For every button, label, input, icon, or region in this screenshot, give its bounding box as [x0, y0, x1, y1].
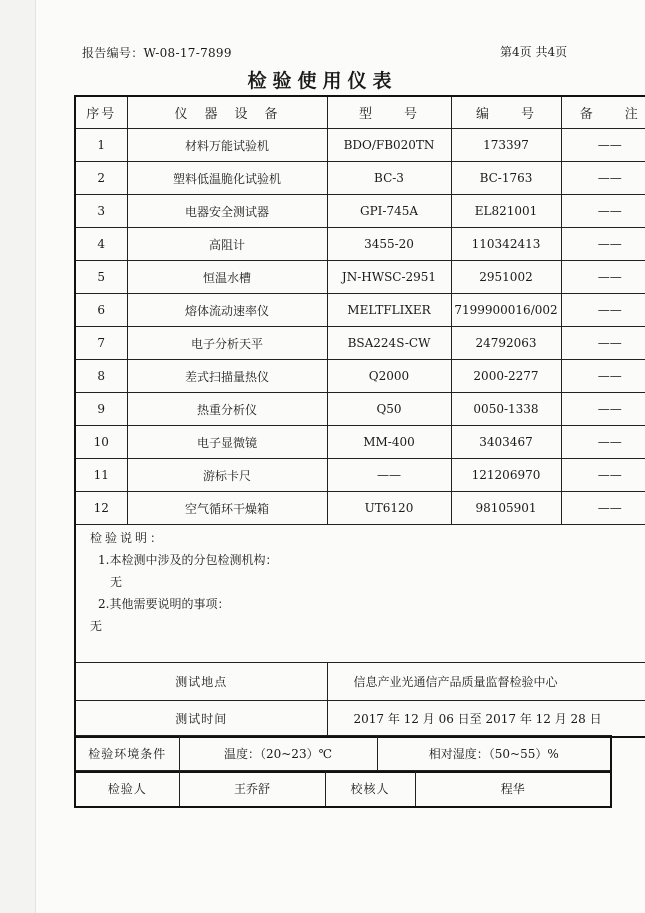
signature-table — [74, 770, 612, 808]
cell-serial: 121206970 — [451, 459, 561, 492]
cell-device: 塑料低温脆化试验机 — [127, 162, 327, 195]
notes-heading: 检验说明： — [90, 531, 166, 545]
cell-note: —— — [561, 162, 645, 195]
table-row — [75, 327, 645, 360]
page-title: 检验使用仪表 — [247, 70, 398, 92]
cell-model: 3455-20 — [327, 228, 451, 261]
cell-no: 7 — [75, 327, 127, 360]
col-header-device: 仪 器 设 备 — [127, 96, 327, 129]
inspector-name: 王乔舒 — [179, 771, 325, 808]
cell-no: 6 — [75, 294, 127, 327]
cell-model: BDO/FB020TN — [327, 129, 451, 162]
test-location-value: 信息产业光通信产品质量监督检验中心 — [327, 663, 645, 701]
table-row — [75, 360, 645, 393]
cell-no: 9 — [75, 393, 127, 426]
cell-device: 差式扫描量热仪 — [127, 360, 327, 393]
cell-serial: EL821001 — [451, 195, 561, 228]
table-row — [75, 294, 645, 327]
cell-no: 12 — [75, 492, 127, 525]
cell-device: 材料万能试验机 — [127, 129, 327, 162]
cell-note: —— — [561, 261, 645, 294]
col-header-model: 型 号 — [327, 96, 451, 129]
test-location-label: 测试地点 — [75, 663, 327, 701]
notes-item-2: 2.其他需要说明的事项： — [98, 597, 230, 611]
cell-note: —— — [561, 195, 645, 228]
table-row — [75, 228, 645, 261]
cell-device: 热重分析仪 — [127, 393, 327, 426]
cell-serial: 2000-2277 — [451, 360, 561, 393]
cell-note: —— — [561, 360, 645, 393]
cell-no: 5 — [75, 261, 127, 294]
cell-serial: 3403467 — [451, 426, 561, 459]
cell-device: 熔体流动速率仪 — [127, 294, 327, 327]
cell-serial: 2951002 — [451, 261, 561, 294]
cell-serial: 0050-1338 — [451, 393, 561, 426]
instrument-table — [74, 95, 645, 738]
table-row — [75, 459, 645, 492]
cell-model: BSA224S-CW — [327, 327, 451, 360]
cell-model: UT6120 — [327, 492, 451, 525]
cell-note: —— — [561, 228, 645, 261]
table-header-row — [75, 96, 645, 129]
cell-model: MELTFLIXER — [327, 294, 451, 327]
cell-no: 10 — [75, 426, 127, 459]
table-row — [75, 261, 645, 294]
table-row — [75, 162, 645, 195]
cell-device: 电器安全测试器 — [127, 195, 327, 228]
cell-note: —— — [561, 492, 645, 525]
cell-model: —— — [327, 459, 451, 492]
cell-model: BC-3 — [327, 162, 451, 195]
cell-serial: BC-1763 — [451, 162, 561, 195]
cell-no: 8 — [75, 360, 127, 393]
cell-device: 电子显微镜 — [127, 426, 327, 459]
cell-no: 2 — [75, 162, 127, 195]
cell-model: Q50 — [327, 393, 451, 426]
environment-label: 检验环境条件 — [75, 736, 179, 773]
cell-note: —— — [561, 129, 645, 162]
cell-device: 高阻计 — [127, 228, 327, 261]
checker-name: 程华 — [415, 771, 611, 808]
cell-note: —— — [561, 459, 645, 492]
cell-serial: 98105901 — [451, 492, 561, 525]
cell-serial: 110342413 — [451, 228, 561, 261]
temperature-value: 温度：（20~23）℃ — [179, 736, 377, 773]
cell-note: —— — [561, 426, 645, 459]
table-row — [75, 129, 645, 162]
cell-device: 游标卡尺 — [127, 459, 327, 492]
table-row — [75, 195, 645, 228]
cell-model: GPI-745A — [327, 195, 451, 228]
table-row — [75, 393, 645, 426]
cell-model: MM-400 — [327, 426, 451, 459]
inspection-notes — [75, 525, 645, 663]
cell-model: JN-HWSC-2951 — [327, 261, 451, 294]
cell-device: 恒温水槽 — [127, 261, 327, 294]
col-header-no: 序号 — [75, 96, 127, 129]
cell-no: 3 — [75, 195, 127, 228]
cell-serial: 24792063 — [451, 327, 561, 360]
col-header-note: 备 注 — [561, 96, 645, 129]
cell-no: 1 — [75, 129, 127, 162]
notes-item-2-value: 无 — [90, 619, 103, 633]
report-number: 报告编号：W-08-17-7899 — [82, 46, 232, 60]
test-time-value: 2017 年 12 月 06 日至 2017 年 12 月 28 日 — [327, 701, 645, 738]
cell-no: 11 — [75, 459, 127, 492]
table-row — [75, 492, 645, 525]
humidity-value: 相对湿度：（50~55）% — [377, 736, 611, 773]
cell-device: 空气循环干燥箱 — [127, 492, 327, 525]
notes-item-1-value: 无 — [110, 575, 123, 589]
cell-model: Q2000 — [327, 360, 451, 393]
inspector-label: 检验人 — [75, 771, 179, 808]
col-header-serial: 编 号 — [451, 96, 561, 129]
cell-note: —— — [561, 393, 645, 426]
page-info: 第4页 共4页 — [500, 45, 568, 59]
cell-device: 电子分析天平 — [127, 327, 327, 360]
cell-no: 4 — [75, 228, 127, 261]
table-row — [75, 426, 645, 459]
cell-note: —— — [561, 327, 645, 360]
conditions-table — [74, 735, 612, 773]
cell-serial: 173397 — [451, 129, 561, 162]
checker-label: 校核人 — [325, 771, 415, 808]
cell-serial: 7199900016/002 — [451, 294, 561, 327]
notes-item-1: 1.本检测中涉及的分包检测机构： — [98, 553, 278, 567]
cell-note: —— — [561, 294, 645, 327]
test-time-label: 测试时间 — [75, 701, 327, 738]
